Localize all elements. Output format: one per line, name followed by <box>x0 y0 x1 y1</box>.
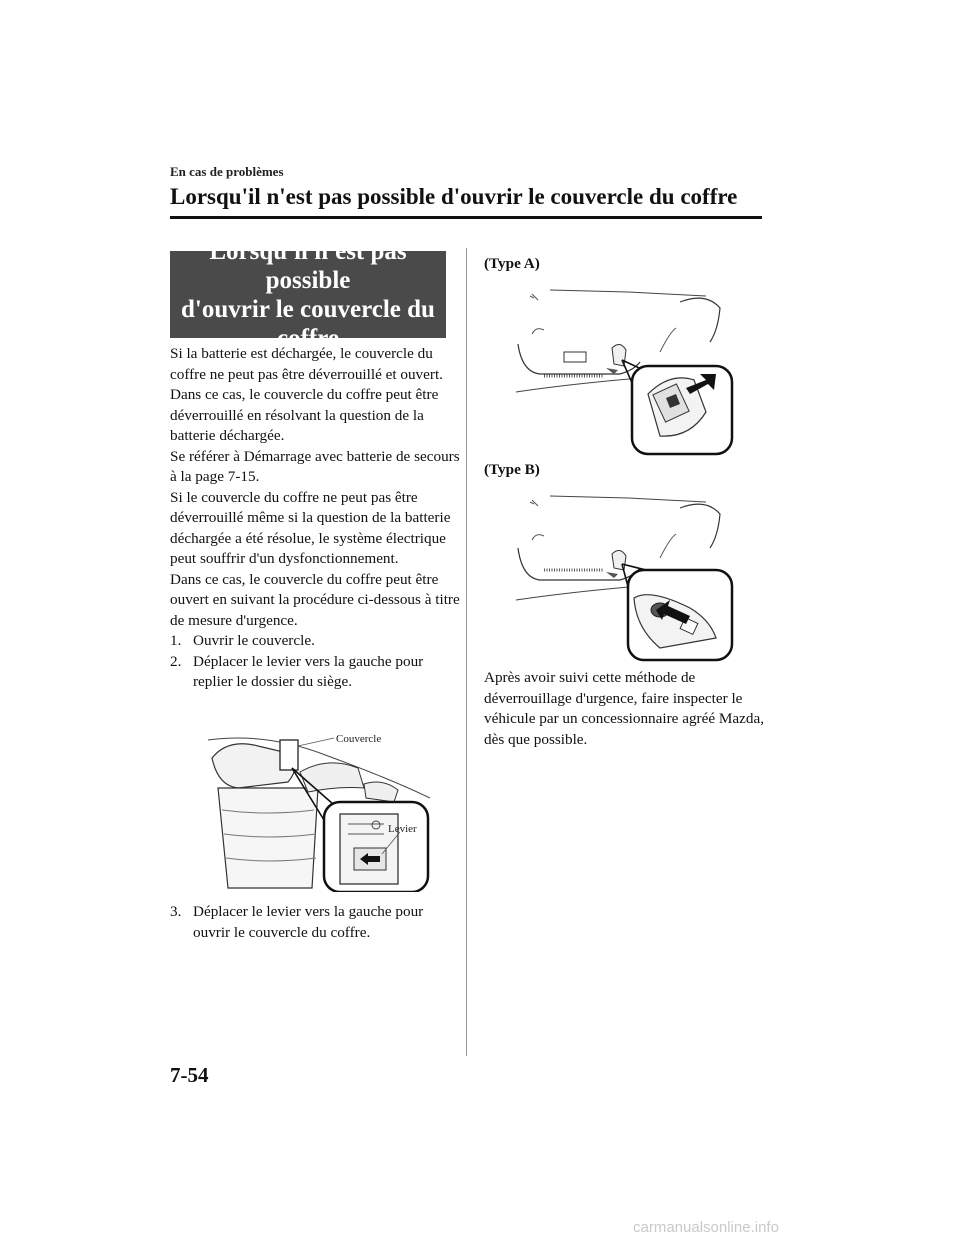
topic-banner <box>170 237 446 352</box>
paragraph: Se référer à Démarrage avec batterie de secours à la page 7-15. <box>170 447 460 485</box>
step-text: Ouvrir le couvercle. <box>193 632 315 649</box>
closing-paragraph: Après avoir suivi cette méthode de déverrouillage d'urgence, faire inspecter le véhicule par un concessionnaire agréé Mazda, dès que possible. <box>484 669 764 748</box>
step-number: 1. <box>170 632 182 649</box>
title-rule <box>170 216 762 219</box>
step-item <box>170 652 460 693</box>
step-number: 2. <box>170 652 182 670</box>
banner-line: coffre <box>277 324 339 352</box>
figure-label-lever: Levier <box>388 823 417 835</box>
step-item <box>170 902 460 943</box>
step-text: Déplacer le levier vers la gauche pour replier le dossier du siège. <box>193 652 424 690</box>
footer-watermark: carmanualsonline.info <box>633 1219 779 1236</box>
page-number: 7-54 <box>170 1063 209 1087</box>
banner-line: d'ouvrir le couvercle du <box>181 295 435 323</box>
paragraph: Dans ce cas, le couvercle du coffre peut être déverrouillé en résolvant la question de la batterie déchargée. <box>170 386 439 444</box>
column-divider <box>466 248 467 1056</box>
seat-lever-illustration <box>208 728 430 892</box>
paragraph: Si le couvercle du coffre ne peut pas être déverrouillé même si la question de la batterie déchargée a été résolue, le système électrique peut souffrir d'un dysfonctionnement. <box>170 488 451 567</box>
type-b-illustration <box>510 488 736 662</box>
step-number: 3. <box>170 903 182 920</box>
type-a-illustration <box>510 282 736 457</box>
figure-label-cover: Couvercle <box>336 733 382 745</box>
left-column-text <box>170 344 460 693</box>
page-title: Lorsqu'il n'est pas possible d'ouvrir le couvercle du coffre <box>170 184 738 209</box>
step-item <box>170 631 460 652</box>
section-label: En cas de problèmes <box>170 164 284 179</box>
banner-line: Lorsqu'il n'est pas possible <box>209 237 407 294</box>
paragraph: Si la batterie est déchargée, le couvercle du coffre ne peut pas être déverrouillé et ouvert. <box>170 345 443 383</box>
type-a-label: (Type A) <box>484 255 540 272</box>
type-b-label: (Type B) <box>484 461 540 478</box>
paragraph: Dans ce cas, le couvercle du coffre peut être ouvert en suivant la procédure ci-dessous à titre de mesure d'urgence. <box>170 570 460 629</box>
step-text: Déplacer le levier vers la gauche pour ouvrir le couvercle du coffre. <box>193 903 424 941</box>
